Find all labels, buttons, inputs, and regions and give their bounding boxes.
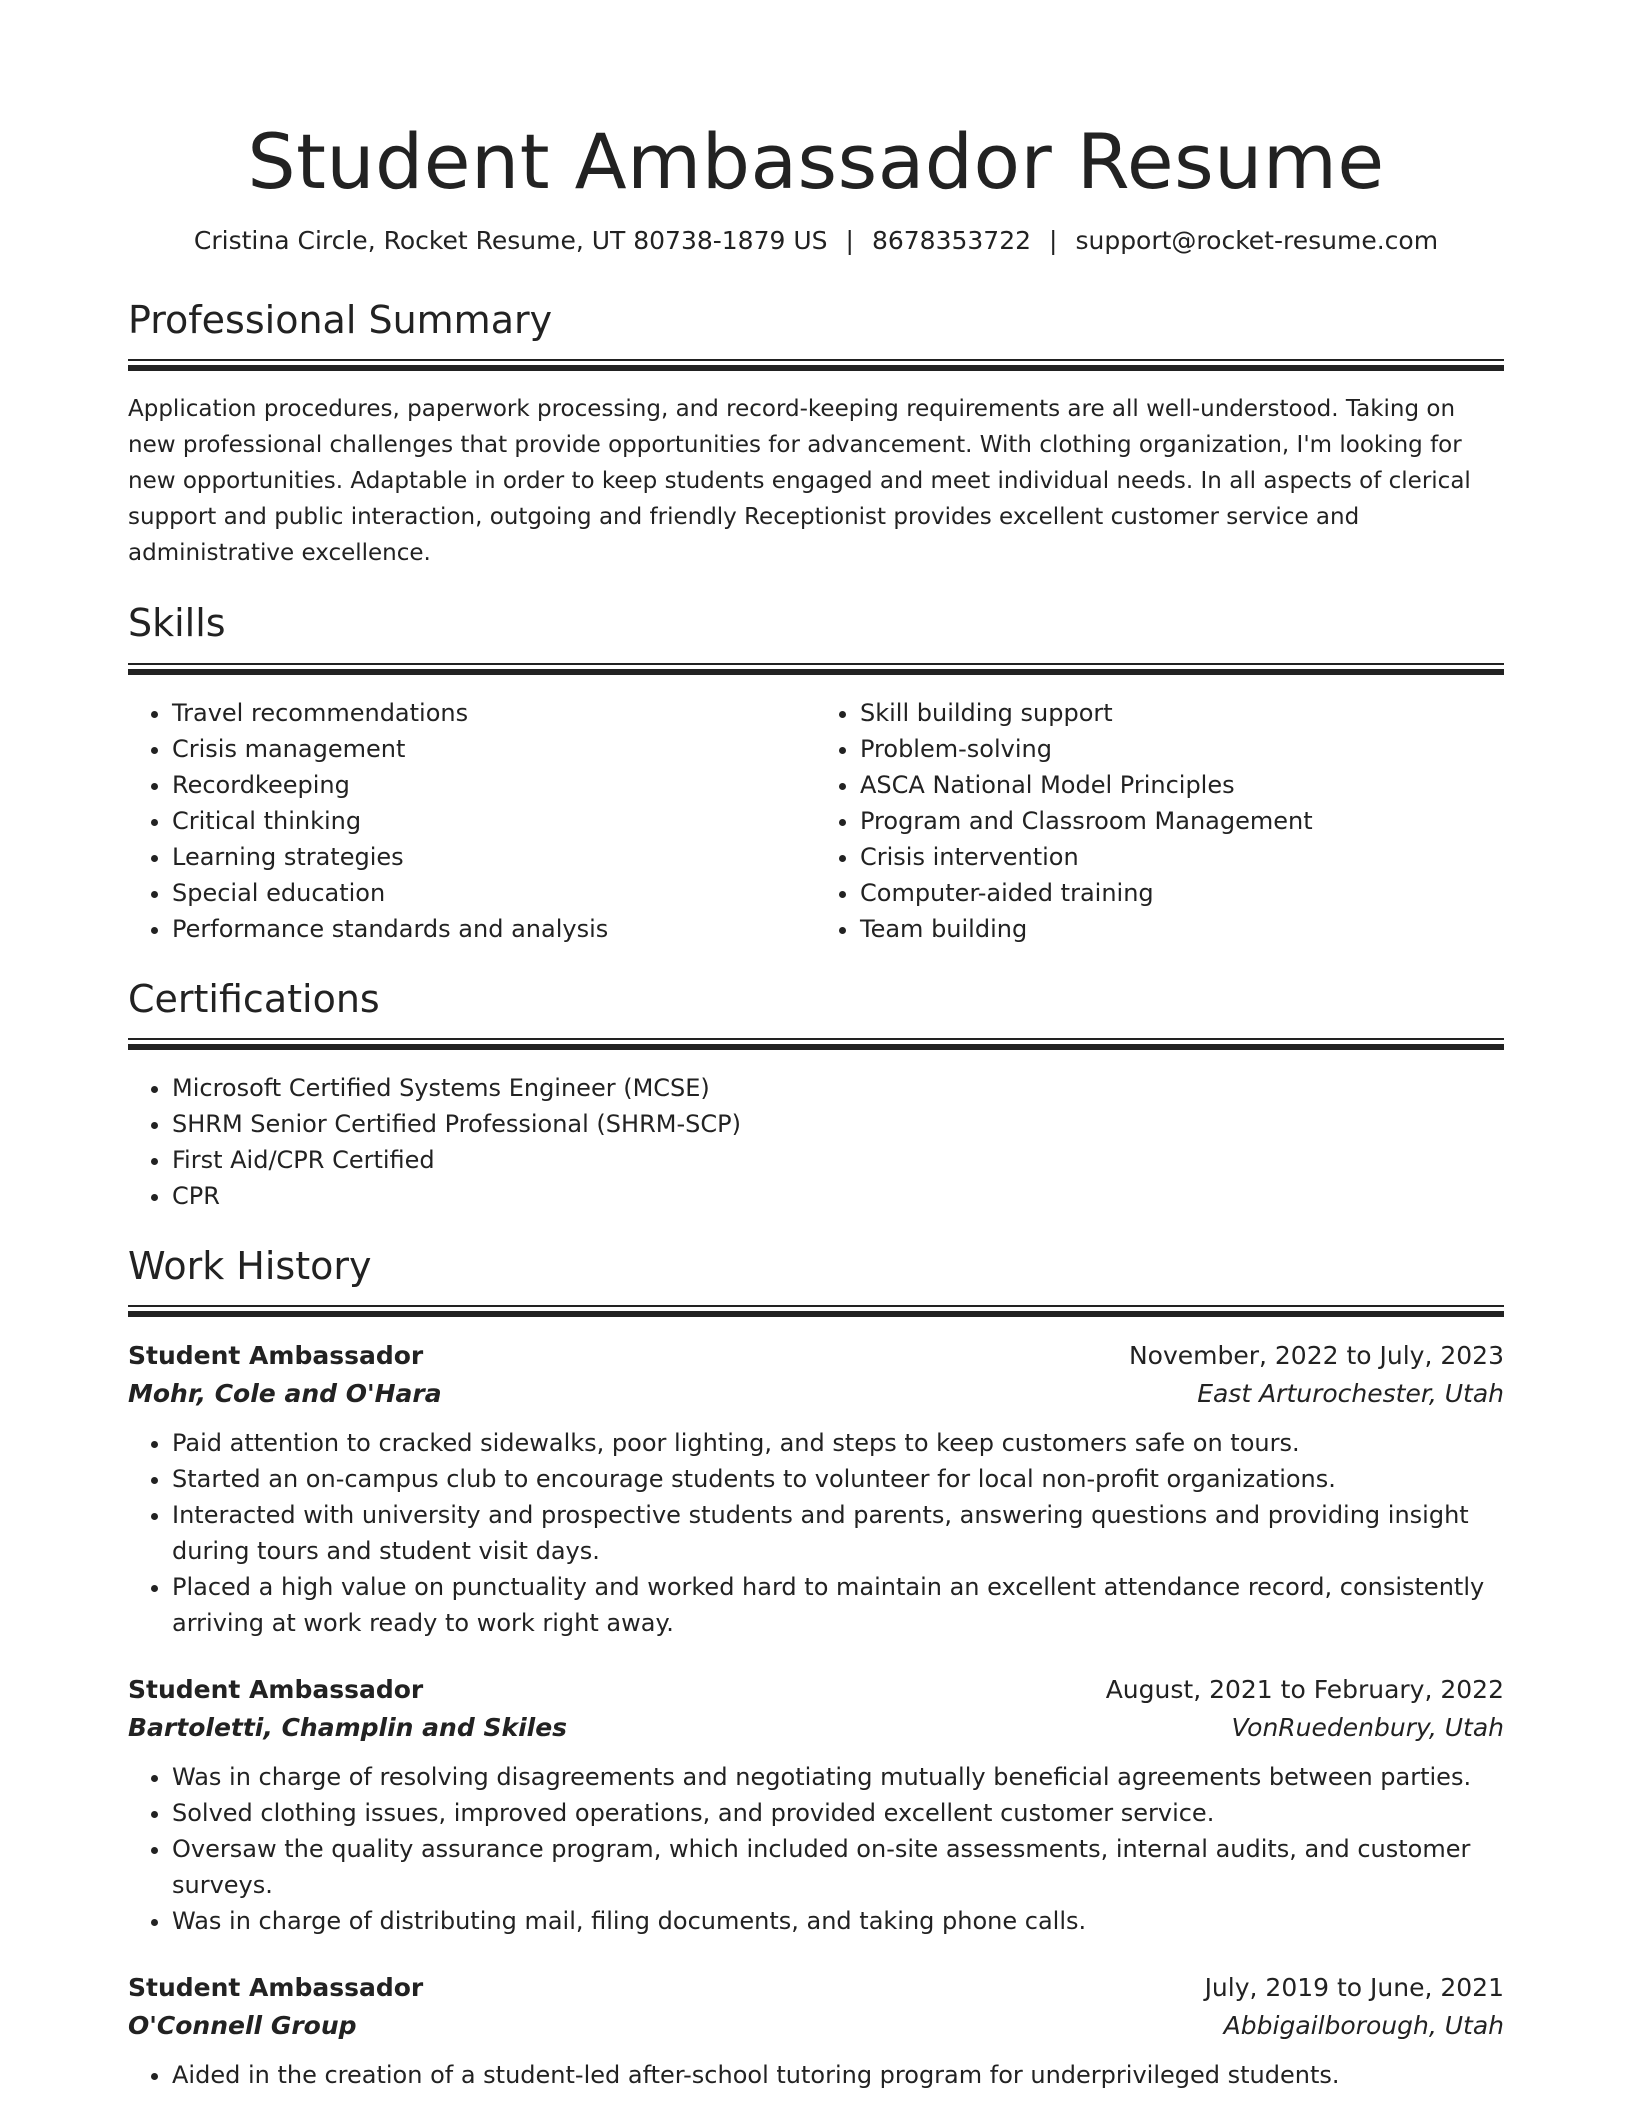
skill-item: • Performance standards and analysis bbox=[172, 911, 816, 947]
job-location: Abbigailborough, Utah bbox=[1223, 2011, 1504, 2041]
skill-item: • Travel recommendations bbox=[172, 695, 816, 731]
job-location: VonRuedenbury, Utah bbox=[1231, 1713, 1504, 1743]
certification-item: • Microsoft Certified Systems Engineer (MCSE) bbox=[172, 1070, 1504, 1106]
job-header bbox=[128, 1969, 1504, 2007]
work-history-section bbox=[128, 1242, 1504, 2093]
summary-heading: Professional Summary bbox=[128, 297, 553, 342]
job-header bbox=[128, 1671, 1504, 1709]
job-dates: August, 2021 to February, 2022 bbox=[1105, 1675, 1504, 1705]
skill-item: • Skill building support bbox=[860, 695, 1504, 731]
job-subheader bbox=[128, 1375, 1504, 1413]
skill-item: • Recordkeeping bbox=[172, 767, 816, 803]
job-bullet: • Was in charge of distributing mail, filing documents, and taking phone calls. bbox=[172, 1903, 1504, 1939]
resume-title: Student Ambassador Resume bbox=[247, 117, 1385, 206]
contact-separator: | bbox=[845, 226, 854, 256]
job-title: Student Ambassador bbox=[128, 1973, 424, 2003]
job-bullet: • Aided in the creation of a student-led after-school tutoring program for underprivileged students. bbox=[172, 2057, 1504, 2093]
certification-item: • First Aid/CPR Certified bbox=[172, 1142, 1504, 1178]
job-company: Bartoletti, Champlin and Skiles bbox=[128, 1713, 568, 1743]
skill-item: • Problem-solving bbox=[860, 731, 1504, 767]
job-company: O'Connell Group bbox=[128, 2011, 357, 2041]
contact-email: support@rocket-resume.com bbox=[1075, 226, 1439, 256]
section-divider bbox=[128, 359, 1504, 371]
certifications-list bbox=[128, 1070, 1504, 1214]
skills-list-left bbox=[128, 695, 816, 947]
job-bullet: • Interacted with university and prospective students and parents, answering questions and providing insight during tours and student visit days. bbox=[172, 1497, 1504, 1569]
certifications-section bbox=[128, 975, 1504, 1214]
contact-line bbox=[128, 225, 1504, 258]
certification-item: • CPR bbox=[172, 1178, 1504, 1214]
work-history-heading: Work History bbox=[128, 1244, 372, 1289]
job-dates: July, 2019 to June, 2021 bbox=[1204, 1973, 1504, 2003]
certification-item: • SHRM Senior Certified Professional (SHRM-SCP) bbox=[172, 1106, 1504, 1142]
skills-section bbox=[128, 599, 1504, 946]
skills-columns bbox=[128, 695, 1504, 947]
job-header bbox=[128, 1337, 1504, 1375]
job-bullet: • Started an on-campus club to encourage students to volunteer for local non-profit organizations. bbox=[172, 1461, 1504, 1497]
contact-separator: | bbox=[1049, 226, 1058, 256]
job-entry bbox=[128, 1337, 1504, 1641]
job-subheader bbox=[128, 1709, 1504, 1747]
job-bullet: • Oversaw the quality assurance program, which included on-site assessments, internal audits, and customer surveys. bbox=[172, 1831, 1504, 1903]
contact-address: Cristina Circle, Rocket Resume, UT 80738-1879 US bbox=[193, 226, 828, 256]
job-dates: November, 2022 to July, 2023 bbox=[1128, 1341, 1504, 1371]
skill-item: • Crisis management bbox=[172, 731, 816, 767]
job-bullets bbox=[128, 1425, 1504, 1641]
skill-item: • Critical thinking bbox=[172, 803, 816, 839]
contact-phone: 8678353722 bbox=[871, 226, 1032, 256]
job-bullet: • Paid attention to cracked sidewalks, poor lighting, and steps to keep customers safe on tours. bbox=[172, 1425, 1504, 1461]
job-entry bbox=[128, 1969, 1504, 2093]
job-title: Student Ambassador bbox=[128, 1675, 424, 1705]
skill-item: • ASCA National Model Principles bbox=[860, 767, 1504, 803]
summary-text: Application procedures, paperwork processing, and record-keeping requirements are all well-understood. Taking on new professional challenges that provide opportunities for advancement. With clothing organization, I'm looking for new opportunities. Adaptable in order to keep students engaged and meet individual needs. In all aspects of clerical support and public interaction, outgoing and friendly Receptionist provides excellent customer service and administrative excellence. bbox=[128, 396, 1471, 567]
job-entry bbox=[128, 1671, 1504, 1939]
job-title: Student Ambassador bbox=[128, 1341, 424, 1371]
job-company: Mohr, Cole and O'Hara bbox=[128, 1379, 442, 1409]
section-divider bbox=[128, 1305, 1504, 1317]
certifications-heading: Certifications bbox=[128, 976, 380, 1021]
job-bullet: • Was in charge of resolving disagreements and negotiating mutually beneficial agreements between parties. bbox=[172, 1759, 1504, 1795]
job-bullets bbox=[128, 1759, 1504, 1939]
skills-heading: Skills bbox=[128, 601, 226, 646]
job-bullet: • Placed a high value on punctuality and worked hard to maintain an excellent attendance record, consistently arriving at work ready to work right away. bbox=[172, 1569, 1504, 1641]
skill-item: • Special education bbox=[172, 875, 816, 911]
job-location: East Arturochester, Utah bbox=[1197, 1379, 1504, 1409]
job-subheader bbox=[128, 2007, 1504, 2045]
skill-item: • Crisis intervention bbox=[860, 839, 1504, 875]
summary-section bbox=[128, 296, 1504, 571]
job-bullets bbox=[128, 2057, 1504, 2093]
skill-item: • Learning strategies bbox=[172, 839, 816, 875]
skill-item: • Computer-aided training bbox=[860, 875, 1504, 911]
skill-item: • Program and Classroom Management bbox=[860, 803, 1504, 839]
section-divider bbox=[128, 663, 1504, 675]
skill-item: • Team building bbox=[860, 911, 1504, 947]
job-bullet: • Solved clothing issues, improved operations, and provided excellent customer service. bbox=[172, 1795, 1504, 1831]
skills-list-right bbox=[816, 695, 1504, 947]
section-divider bbox=[128, 1038, 1504, 1050]
